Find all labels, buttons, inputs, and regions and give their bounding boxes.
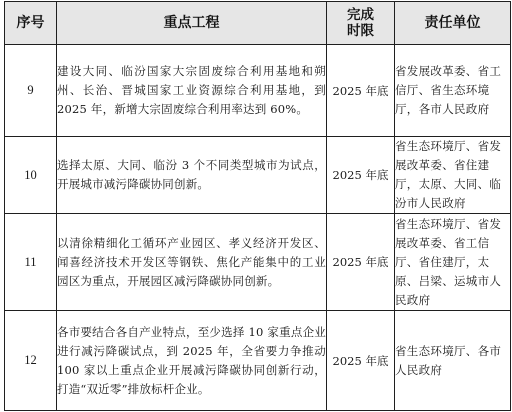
header-serial-number: 序号 (5, 2, 57, 45)
header-key-project: 重点工程 (57, 2, 327, 45)
row-deadline: 2025 年底 (327, 214, 395, 311)
header-responsible-unit: 责任单位 (395, 2, 511, 45)
row-responsible-unit: 省生态环境厅、省发展改革委、省工信厅、省住建厅，太原、吕梁、运城市人民政府 (395, 214, 511, 311)
row-project-description: 选择太原、大同、临汾 3 个不同类型城市为试点，开展城市减污降碳协同创新。 (57, 137, 327, 214)
header-deadline-line2: 时限 (347, 23, 374, 39)
table-row (5, 45, 511, 137)
key-projects-table (4, 1, 511, 411)
row-serial-number: 10 (5, 137, 57, 214)
row-responsible-unit: 省生态环境厅、各市人民政府 (395, 311, 511, 411)
row-serial-number: 11 (5, 214, 57, 311)
row-project-description: 以清徐精细化工循环产业园区、孝义经济开发区、闻喜经济技术开发区等钢铁、焦化产能集中的工业园区为重点，开展园区减污降碳协同创新。 (57, 214, 327, 311)
row-project-description: 建设大同、临汾国家大宗固废综合利用基地和朔州、长治、晋城国家工业资源综合利用基地，到 2025 年，新增大宗固废综合利用率达到 60%。 (57, 45, 327, 137)
table-row (5, 311, 511, 411)
row-serial-number: 9 (5, 45, 57, 137)
row-responsible-unit: 省生态环境厅、省发展改革委、省住建厅，太原、大同、临汾市人民政府 (395, 137, 511, 214)
table-row (5, 214, 511, 311)
table-header-row (5, 2, 511, 45)
table-row (5, 137, 511, 214)
header-deadline-line1: 完成 (347, 7, 374, 23)
row-serial-number: 12 (5, 311, 57, 411)
row-deadline: 2025 年底 (327, 137, 395, 214)
row-project-description: 各市要结合各自产业特点，至少选择 10 家重点企业进行减污降碳试点，到 2025 年，全省要力争推动 100 家以上重点企业开展减污降碳协同创新行动，打造“双近零”排放标杆企业。 (57, 311, 327, 411)
row-deadline: 2025 年底 (327, 45, 395, 137)
row-deadline: 2025 年底 (327, 311, 395, 411)
row-responsible-unit: 省发展改革委、省工信厅、省生态环境厅，各市人民政府 (395, 45, 511, 137)
header-deadline (327, 2, 395, 45)
